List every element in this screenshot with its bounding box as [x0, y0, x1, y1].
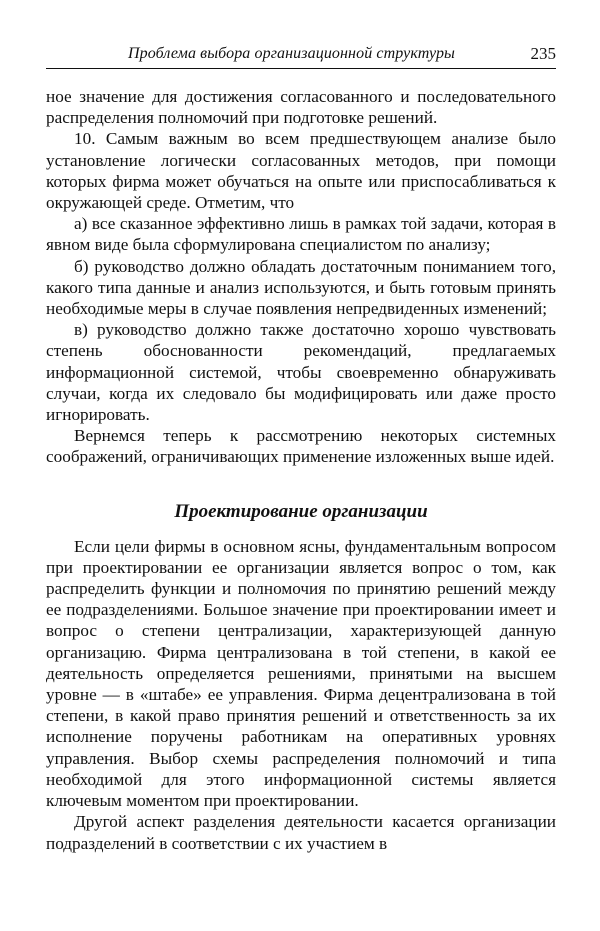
page-number: 235	[530, 44, 556, 63]
paragraph-organization-design: Если цели фирмы в основном ясны, фундаментальным вопросом при проектировании ее организации является вопрос о том, как распределить функции и полномочия по принятию решений между ее подразделениями. Большое значение при проектировании имеет и вопрос о степени централизации, характеризующей данную организацию. Фирма централизована в той степени, в какой ее деятельность определяется решениями, принятыми на высшем уровне — в «штабе» ее управления. Фирма децентрализована в той степени, в какой право принятия решений и ответственность за их исполнение поручены работникам на оперативных уровнях управления. Выбор схемы распределения полномочий и типа необходимой для этого информационной системы является ключевым моментом при проектировании.	[46, 536, 556, 811]
running-header	[46, 44, 556, 69]
page-body	[46, 86, 556, 854]
paragraph-continuation: ное значение для достижения согласованного и последовательного распределения полномочий при подготовке решений.	[46, 87, 556, 128]
paragraph-other-aspect: Другой аспект разделения деятельности касается организации подразделений в соответствии с их участием в	[46, 812, 556, 853]
running-title: Проблема выбора организационной структуры	[128, 45, 455, 62]
list-item-b: б) руководство должно обладать достаточным пониманием того, какого типа данные и анализ используются, и быть готовым принять необходимые меры в случае появления непредвиденных изменений;	[46, 256, 556, 319]
paragraph-point-10: 10. Самым важным во всем предшествующем анализе было установление логически согласованных методов, при помощи которых фирма может обучаться на опыте или приспосабливаться к окружающей среде. Отметим, что	[46, 129, 556, 213]
section-heading: Проектирование организации	[174, 500, 428, 522]
list-item-a: а) все сказанное эффективно лишь в рамках той задачи, которая в явном виде была сформулирована специалистом по анализу;	[46, 214, 556, 255]
list-item-v: в) руководство должно также достаточно хорошо чувствовать степень обоснованности рекомендаций, предлагаемых информационной системой, чтобы своевременно обнаруживать случаи, когда их следовало бы модифицировать или даже просто игнорировать.	[46, 320, 556, 425]
paragraph-transition: Вернемся теперь к рассмотрению некоторых системных соображений, ограничивающих применение изложенных выше идей.	[46, 426, 556, 467]
